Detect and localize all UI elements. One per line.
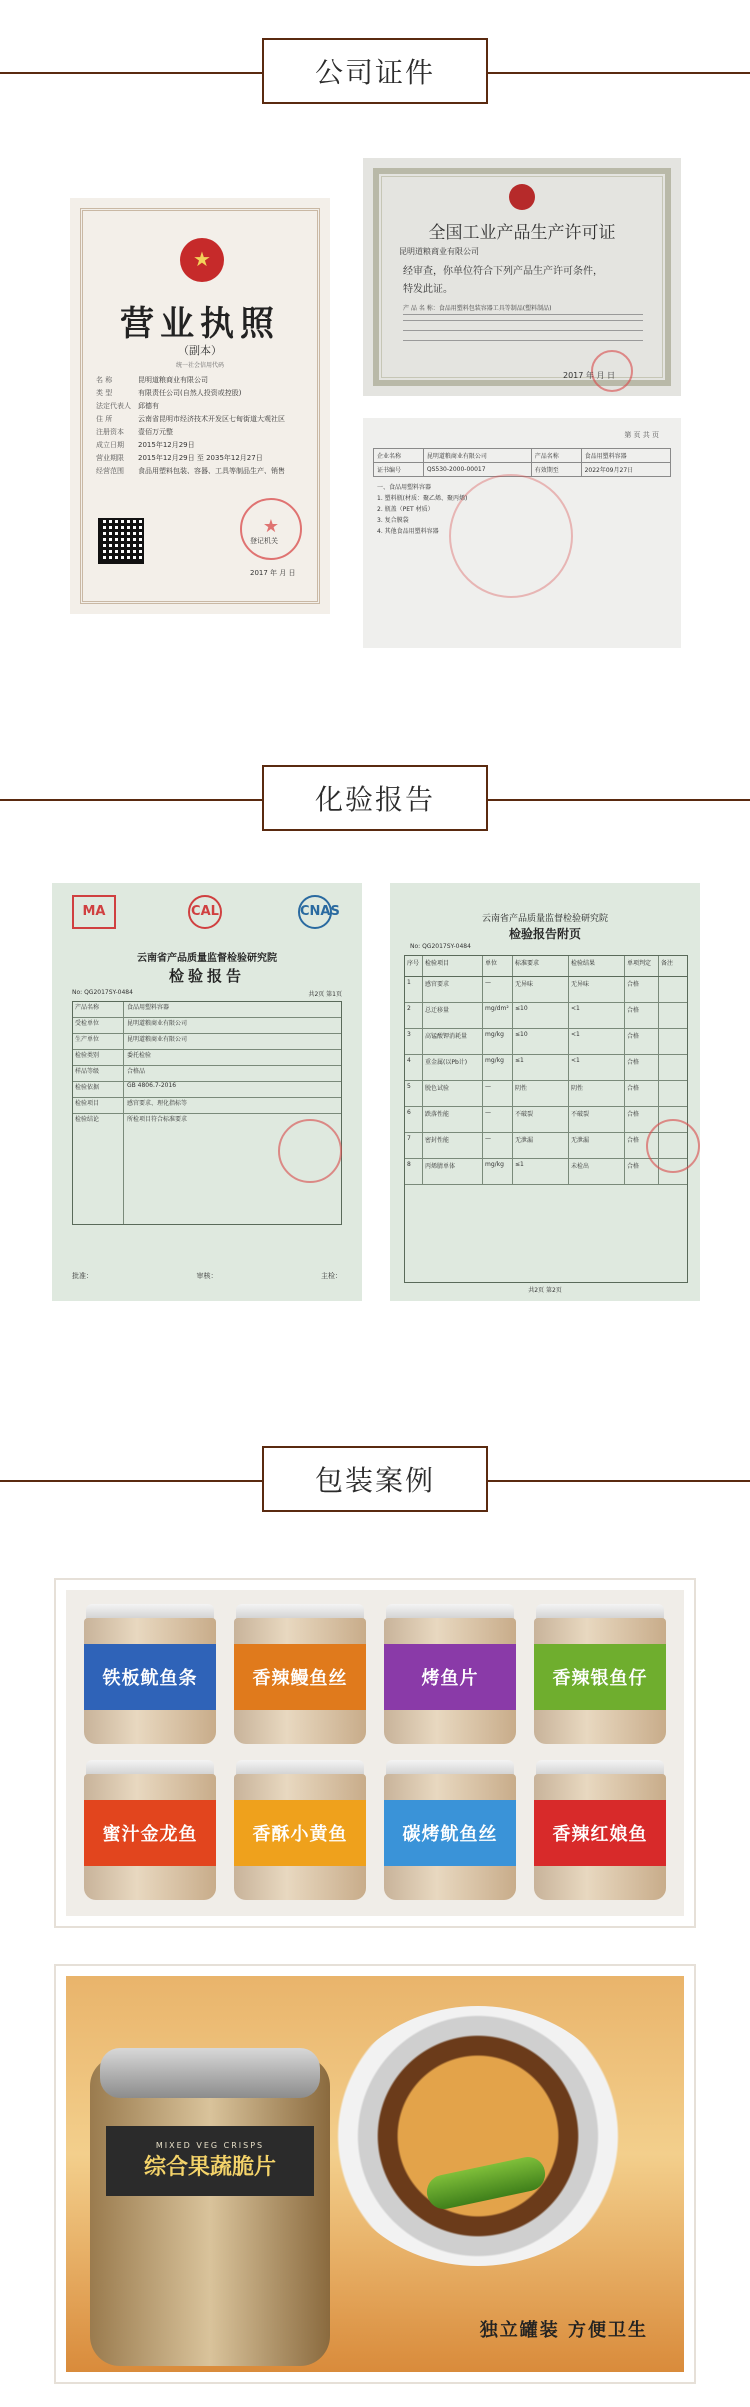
table-row: 8 丙烯腈单体 mg/kg ≤1 未检出 合格 <box>405 1159 687 1185</box>
product-jar <box>90 2056 330 2366</box>
qr-code-icon <box>98 518 144 564</box>
table-row: 5 脱色试验 — 阴性 阴性 合格 <box>405 1081 687 1107</box>
report-title: 检验报告附页 <box>508 927 581 941</box>
table-row: 2 总迁移量 mg/dm² ≤10 <1 合格 <box>405 1003 687 1029</box>
photo-caption: 独立罐装 方便卫生 <box>479 2320 648 2341</box>
divider-left <box>0 72 262 74</box>
section-header-packaging <box>0 1446 750 1516</box>
divider-left <box>0 1480 262 1482</box>
report-signatures: 批准： 审核： 主检： <box>72 1272 342 1280</box>
packaging-closeup-photo <box>56 1966 694 2382</box>
jar-lid <box>100 2048 320 2098</box>
red-seal-icon <box>240 498 302 560</box>
table-row: 生产单位 昆明道粮商业有限公司 <box>73 1034 341 1050</box>
open-jar-image <box>328 2006 628 2266</box>
divider-right <box>488 72 750 74</box>
cma-logo-icon: MA <box>72 895 116 929</box>
report-table <box>72 1001 342 1225</box>
license-field: 注册资本 壹佰万元整 <box>96 428 173 436</box>
cal-logo-icon: CAL <box>188 895 222 929</box>
report-logos <box>52 895 362 935</box>
table-row: 检验类别 委托检验 <box>73 1050 341 1066</box>
license-code-label: 统一社会信用代码 <box>175 362 224 369</box>
license-field: 成立日期 2015年12月29日 <box>96 441 195 449</box>
permit-product: 产 品 名 称：食品用塑料包装容器工具等制品(塑料制品) <box>403 303 643 315</box>
section-title-box <box>262 765 488 831</box>
jar-label: 碳烤鱿鱼丝 <box>384 1800 516 1866</box>
table-row: 受检单位 昆明道粮商业有限公司 <box>73 1018 341 1034</box>
section-header-certificates <box>0 38 750 108</box>
business-license-image <box>70 198 330 614</box>
license-date: 2017 年 月 日 <box>250 569 296 577</box>
jar-label-en: MIXED VEG CRISPS <box>155 2141 265 2150</box>
section-title: 包装案例 <box>314 1464 435 1497</box>
product-jar <box>80 1760 220 1900</box>
product-jar <box>380 1760 520 1900</box>
table-row: 检验依据 GB 4806.7-2016 <box>73 1082 341 1098</box>
table-row: 4 重金属(以Pb计) mg/kg ≤1 <1 合格 <box>405 1055 687 1081</box>
table-row: 检验项目 感官要求、理化指标等 <box>73 1098 341 1114</box>
product-jar <box>380 1604 520 1744</box>
product-jar <box>230 1604 370 1744</box>
permit-body: 经审查，你单位符合下列产品生产许可条件， <box>403 266 603 277</box>
table-row: 样品等级 合格品 <box>73 1066 341 1082</box>
report-institute: 云南省产品质量监督检验研究院 <box>481 914 608 924</box>
appendix-page: 第 页 共 页 <box>624 431 659 439</box>
permit-lines <box>403 320 643 350</box>
license-field: 经营范围 食品用塑料包装、容器、工具等制品生产、销售 <box>96 467 285 475</box>
section-title-box <box>262 1446 488 1512</box>
appendix-table: 企业名称 昆明道粮商业有限公司 产品名称 食品用塑料容器 证书编号 QS530-2000-00017 有效期至 2022年09月27日 <box>373 448 671 477</box>
license-field: 名 称 昆明道粮商业有限公司 <box>96 376 208 384</box>
permit-title: 全国工业产品生产许可证 <box>428 223 616 243</box>
red-seal-icon <box>278 1119 342 1183</box>
appendix-list: 一、食品用塑料容器 1. 塑料瓶(材质：聚乙烯、聚丙烯) 2. 瓶盖（PET 材质） 3. 复合膜袋 4. 其他食品用塑料容器 <box>377 484 468 535</box>
table-row: 6 跌落性能 — 不破裂 不破裂 合格 <box>405 1107 687 1133</box>
divider-right <box>488 799 750 801</box>
product-jar <box>530 1760 670 1900</box>
table-row: 7 密封性能 — 无泄漏 无泄漏 合格 <box>405 1133 687 1159</box>
license-title: 营业执照 <box>120 304 280 344</box>
inspection-report-appendix-image <box>390 883 700 1301</box>
packaging-jars-photo <box>56 1580 694 1926</box>
report-page: 共2页 第2页 <box>528 1287 562 1294</box>
license-field: 营业期限 2015年12月29日 至 2035年12月27日 <box>96 454 263 462</box>
license-field: 住 所 云南省昆明市经济技术开发区七甸街道大观社区 <box>96 415 285 423</box>
table-row: 1 感官要求 — 无异味 无异味 合格 <box>405 977 687 1003</box>
report-page: 共2页 第1页 <box>308 991 342 998</box>
permit-appendix-image <box>363 418 681 648</box>
cnas-logo-icon: CNAS <box>298 895 332 929</box>
license-field: 类 型 有限责任公司(自然人投资或控股) <box>96 389 242 397</box>
table-row: 产品名称 食品用塑料容器 <box>73 1002 341 1018</box>
report-title: 检验报告 <box>168 967 245 985</box>
product-jar <box>530 1604 670 1744</box>
table-header: 序号 检验项目 单位 标准要求 检验结果 单项判定 备注 <box>405 956 687 977</box>
report-institute: 云南省产品质量监督检验研究院 <box>137 953 277 964</box>
jar-label: 香辣银鱼仔 <box>534 1644 666 1710</box>
license-issuer: 登记机关 <box>250 537 278 545</box>
permit-company: 昆明道粮商业有限公司 <box>399 247 479 256</box>
jar-label <box>106 2126 314 2196</box>
report-table <box>404 955 688 1283</box>
jar-label-cn: 综合果蔬脆片 <box>143 2155 276 2180</box>
section-title: 公司证件 <box>314 56 435 89</box>
table-row: 3 高锰酸钾消耗量 mg/kg ≤10 <1 合格 <box>405 1029 687 1055</box>
jar-label: 香酥小黄鱼 <box>234 1800 366 1866</box>
license-fields <box>96 374 306 478</box>
section-title: 化验报告 <box>314 783 435 816</box>
inspection-report-image <box>52 883 362 1301</box>
jar-label: 铁板鱿鱼条 <box>84 1644 216 1710</box>
jar-label: 香辣红娘鱼 <box>534 1800 666 1866</box>
divider-left <box>0 799 262 801</box>
section-title-box <box>262 38 488 104</box>
watermark-seal-icon <box>449 474 573 598</box>
license-subtitle: （副本） <box>178 344 222 357</box>
table-row: 检验结论 所检项目符合标准要求 <box>73 1114 341 1224</box>
license-field: 法定代表人 邱德有 <box>96 402 159 410</box>
report-number: No: QG2017SY-0484 <box>410 943 471 950</box>
national-emblem-icon <box>180 238 224 282</box>
divider-right <box>488 1480 750 1482</box>
section-header-reports <box>0 765 750 835</box>
product-jar <box>230 1760 370 1900</box>
production-permit-image <box>363 158 681 396</box>
product-jar <box>80 1604 220 1744</box>
red-seal-icon <box>646 1119 700 1173</box>
report-number: No: QG2017SY-0484 <box>72 989 133 996</box>
national-emblem-icon <box>509 184 535 210</box>
permit-body-2: 特发此证。 <box>403 284 453 295</box>
permit-date: 2017 年 月 日 <box>563 371 615 380</box>
jar-label: 香辣鳗鱼丝 <box>234 1644 366 1710</box>
jar-label: 蜜汁金龙鱼 <box>84 1800 216 1866</box>
jar-label: 烤鱼片 <box>384 1644 516 1710</box>
